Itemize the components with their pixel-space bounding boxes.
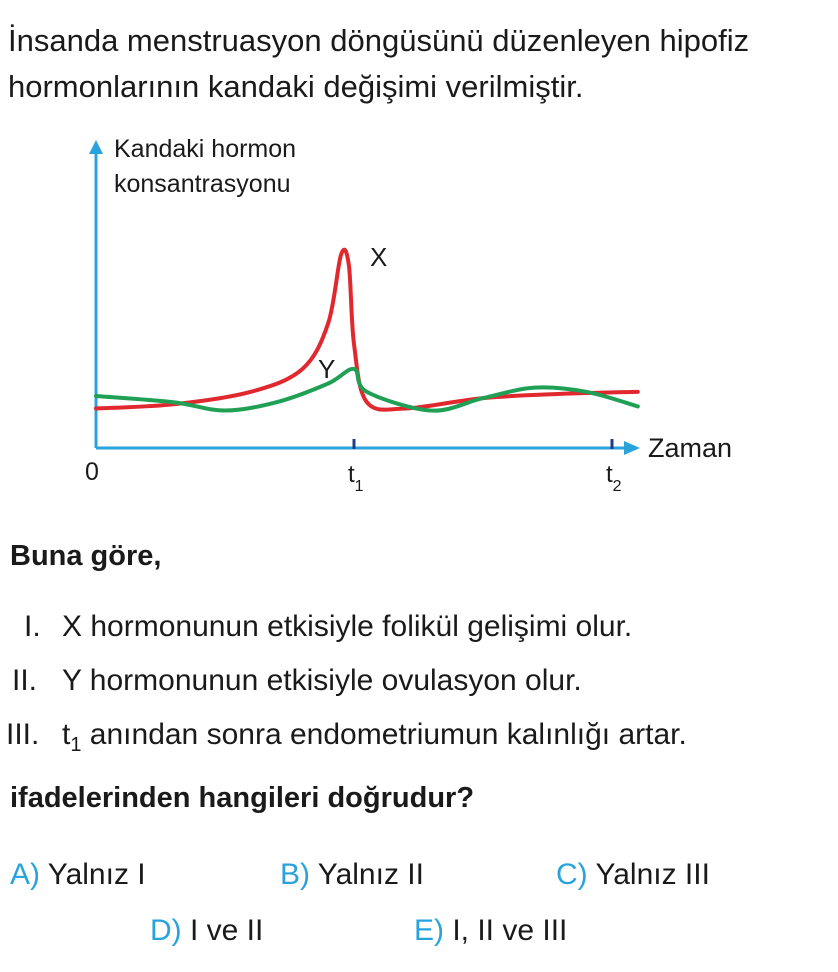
option-c[interactable] [556,858,710,892]
series-lines [96,242,638,411]
option-letter: D) [150,914,182,947]
question-head: Buna göre, [10,540,162,572]
statement-time-symbol: t [62,718,71,751]
option-letter: A) [10,858,40,891]
question-intro [8,18,828,110]
tick-label-1: $t_1$ [348,461,364,495]
statement-text-rest: anından sonra endometriumun kalınlığı artar. [81,718,687,751]
intro-line-2: hormonlarının kandaki değişimi verilmiştir. [8,69,584,104]
origin-label: 0 [85,458,99,486]
option-e[interactable] [414,914,567,948]
statement-text: Y hormonunun etkisiyle ovulasyon olur. [62,664,582,697]
statement-number: II. [12,664,38,697]
hormone-graph [0,120,838,510]
option-text: I, II ve III [444,914,568,947]
option-letter: E) [414,914,444,947]
y-axis-label-line-2: konsantrasyonu [114,170,291,198]
y-axis-arrow [89,140,103,154]
statement-text [62,718,687,757]
option-text: Yalnız III [587,858,710,891]
x-axis-label: Zaman [648,433,733,463]
option-letter: C) [556,858,588,891]
y-axis-label-line-1: Kandaki hormon [114,135,297,163]
option-b[interactable] [280,858,424,892]
statement-time-subscript: 1 [70,734,82,756]
question-tail: ifadelerinden hangileri doğrudur? [10,782,475,814]
series-line-X [96,250,638,410]
statement-number: I. [24,610,41,643]
statement-text: X hormonunun etkisiyle folikül gelişimi olur. [62,610,633,643]
option-letter: B) [280,858,310,891]
series-label-X: X [370,242,388,272]
x-axis-arrow [624,441,640,455]
statement-number: III. [6,718,40,751]
option-d[interactable] [150,914,263,948]
option-a[interactable] [10,858,146,892]
series-label-Y: Y [318,354,336,384]
intro-line-1: İnsanda menstruasyon döngüsünü düzenleyen hipofiz [8,23,750,58]
tick-label-2: $t_2$ [606,461,622,495]
option-text: Yalnız II [310,858,424,891]
option-text: Yalnız I [40,858,146,891]
option-text: I ve II [181,914,264,947]
